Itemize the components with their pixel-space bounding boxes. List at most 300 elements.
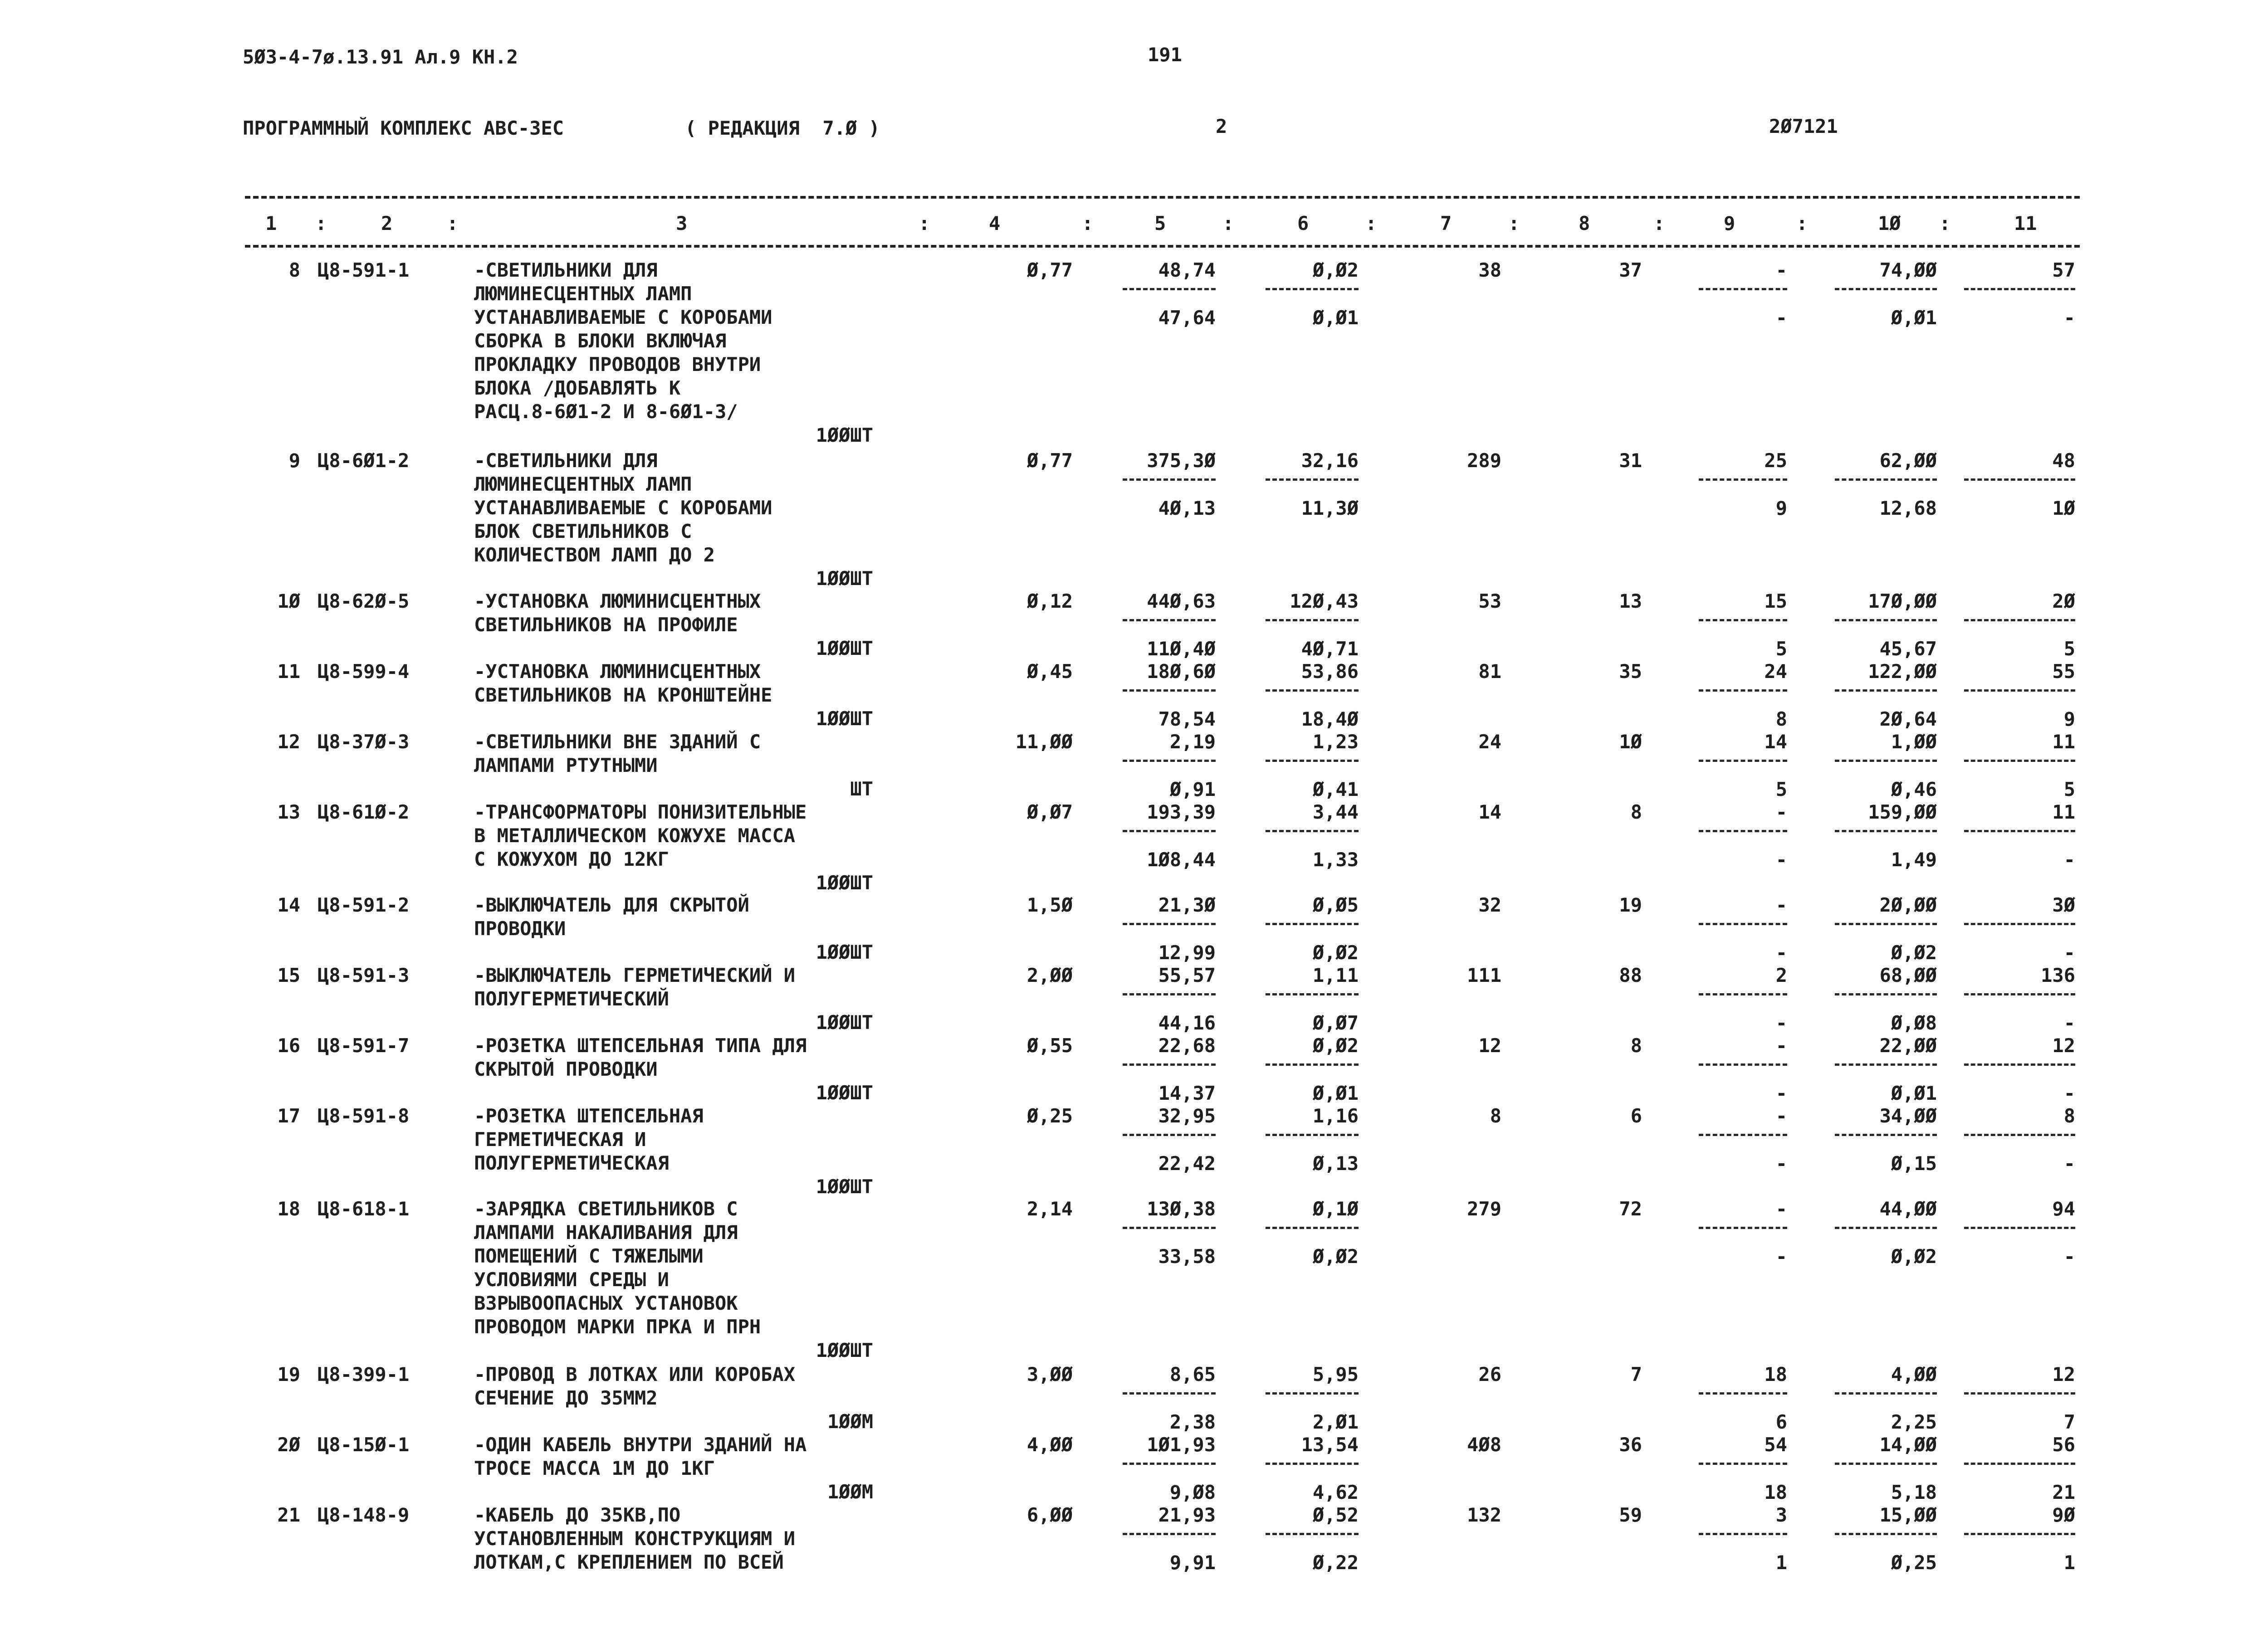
row-description-line: С КОЖУХОМ ДО 12КГ <box>474 848 669 870</box>
cell-c6: Ø,52 <box>1312 1504 1359 1526</box>
cell-c7: 279 <box>1467 1198 1501 1220</box>
cell-c6: 32,16 <box>1301 449 1359 472</box>
cell-c6: 1,16 <box>1312 1105 1359 1127</box>
cell-c9: - <box>1775 259 1787 281</box>
row-description-line: СКРЫТОЙ ПРОВОДКИ <box>474 1058 658 1080</box>
cell-separator-dashes <box>1266 1533 1359 1535</box>
row-unit: 1ØØШТ <box>816 567 873 590</box>
row-description-line: УСЛОВИЯМИ СРЕДЫ И <box>474 1268 669 1291</box>
cell-sub-s10: Ø,Ø1 <box>1891 1082 1937 1104</box>
cell-c11: 8 <box>2063 1105 2075 1127</box>
cell-sub-s5: 33,58 <box>1158 1245 1216 1268</box>
cell-c5: 13Ø,38 <box>1147 1198 1216 1220</box>
cell-c8: 36 <box>1619 1434 1642 1456</box>
cell-separator-dashes <box>1699 1063 1787 1066</box>
cell-c11: 55 <box>2052 660 2075 683</box>
row-description-line: -ПРОВОД В ЛОТКАХ ИЛИ КОРОБАХ <box>474 1363 796 1385</box>
cell-sub-s10: 2Ø,64 <box>1879 708 1937 730</box>
cell-sub-s11: 9 <box>2063 708 2075 730</box>
cell-c5: 21,93 <box>1158 1504 1216 1526</box>
cell-separator-dashes <box>1699 619 1787 621</box>
cell-c9: - <box>1775 894 1787 916</box>
cell-c9: - <box>1775 1034 1787 1057</box>
row-number: 14 <box>277 894 300 916</box>
cell-c11: 136 <box>2041 964 2075 986</box>
cell-sub-s11: 5 <box>2063 638 2075 660</box>
cell-sub-s9: 5 <box>1775 778 1787 800</box>
row-description-line: -ЗАРЯДКА СВЕТИЛЬНИКОВ С <box>474 1198 738 1220</box>
cell-separator-dashes <box>1266 1227 1359 1229</box>
cell-c10: 34,ØØ <box>1879 1105 1937 1127</box>
row-number: 15 <box>277 964 300 986</box>
cell-c7: 4Ø8 <box>1467 1434 1501 1456</box>
cell-separator-dashes <box>1123 923 1216 925</box>
cell-c4: 11,ØØ <box>1015 731 1073 753</box>
row-description-line: КОЛИЧЕСТВОМ ЛАМП ДО 2 <box>474 544 715 566</box>
cell-separator-dashes <box>1123 1063 1216 1066</box>
cell-c10: 4,ØØ <box>1891 1363 1937 1385</box>
cell-sub-s10: Ø,25 <box>1891 1551 1937 1574</box>
cell-separator-dashes <box>1964 478 2075 481</box>
cell-c6: 3,44 <box>1312 801 1359 823</box>
cell-separator-dashes <box>1123 478 1216 481</box>
cell-c8: 37 <box>1619 259 1642 281</box>
cell-c8: 8 <box>1630 801 1642 823</box>
cell-c9: 25 <box>1764 449 1787 472</box>
row-description-line: СВЕТИЛЬНИКОВ НА КРОНШТЕЙНЕ <box>474 684 772 706</box>
row-unit: 1ØØШТ <box>816 1339 873 1361</box>
cell-c8: 35 <box>1619 660 1642 683</box>
cell-c9: 24 <box>1764 660 1787 683</box>
cell-separator-dashes <box>1835 1134 1937 1136</box>
column-header-9: 9 <box>1724 212 1735 234</box>
cell-sub-s5: 14,37 <box>1158 1082 1216 1104</box>
cell-separator-dashes <box>1964 1392 2075 1395</box>
cell-sub-s9: - <box>1775 307 1787 329</box>
cell-c7: 24 <box>1478 731 1501 753</box>
cell-c8: 6 <box>1630 1105 1642 1127</box>
row-description-line: СЕЧЕНИЕ ДО 35ММ2 <box>474 1387 658 1409</box>
cell-separator-dashes <box>1835 1227 1937 1229</box>
cell-c10: 44,ØØ <box>1879 1198 1937 1220</box>
cell-c8: 72 <box>1619 1198 1642 1220</box>
row-number: 19 <box>277 1363 300 1385</box>
cell-sub-s9: - <box>1775 941 1787 964</box>
cell-separator-dashes <box>1835 1392 1937 1395</box>
cell-sub-s10: 12,68 <box>1879 497 1937 519</box>
cell-separator-dashes <box>1964 689 2075 692</box>
cell-sub-s5: 12,99 <box>1158 941 1216 964</box>
row-description-line: УСТАНОВЛЕННЫМ КОНСТРУКЦИЯМ И <box>474 1527 796 1550</box>
cell-separator-dashes <box>1123 1533 1216 1535</box>
cell-c9: - <box>1775 1198 1787 1220</box>
row-description-line: -СВЕТИЛЬНИКИ ДЛЯ <box>474 449 658 472</box>
cell-c7: 289 <box>1467 449 1501 472</box>
cell-sub-s11: - <box>2063 941 2075 964</box>
cell-sub-s10: 1,49 <box>1891 849 1937 871</box>
cell-c10: 62,ØØ <box>1879 449 1937 472</box>
row-description-line: -ТРАНСФОРМАТОРЫ ПОНИЗИТЕЛЬНЫЕ <box>474 801 807 823</box>
row-description-line: ПРОВОДКИ <box>474 917 566 940</box>
cell-separator-dashes <box>1964 1063 2075 1066</box>
cell-separator-dashes <box>1835 1463 1937 1465</box>
cell-separator-dashes <box>1699 1134 1787 1136</box>
cell-separator-dashes <box>1123 619 1216 621</box>
cell-separator-dashes <box>1964 830 2075 832</box>
row-description-line: -УСТАНОВКА ЛЮМИНИСЦЕНТНЫХ <box>474 660 761 683</box>
cell-c10: 122,ØØ <box>1868 660 1937 683</box>
cell-separator-dashes <box>1835 923 1937 925</box>
cell-c7: 38 <box>1478 259 1501 281</box>
cell-c8: 1Ø <box>1619 731 1642 753</box>
row-code: Ц8-61Ø-2 <box>318 801 410 823</box>
cell-separator-dashes <box>1266 830 1359 832</box>
cell-c5: 2,19 <box>1169 731 1216 753</box>
cell-c4: 2,14 <box>1026 1198 1073 1220</box>
cell-c8: 31 <box>1619 449 1642 472</box>
cell-c11: 57 <box>2052 259 2075 281</box>
cell-separator-dashes <box>1123 1227 1216 1229</box>
cell-c9: 3 <box>1775 1504 1787 1526</box>
cell-separator-dashes <box>1964 1134 2075 1136</box>
cell-sub-s11: 1Ø <box>2052 497 2075 519</box>
row-code: Ц8-599-4 <box>318 660 410 683</box>
row-number: 8 <box>288 259 300 281</box>
cell-separator-dashes <box>1266 1134 1359 1136</box>
cell-c6: Ø,Ø2 <box>1312 259 1359 281</box>
row-description-line: УСТАНАВЛИВАЕМЫЕ С КОРОБАМИ <box>474 497 772 519</box>
cell-separator-dashes <box>1699 478 1787 481</box>
cell-separator-dashes <box>1266 993 1359 995</box>
cell-c9: 2 <box>1775 964 1787 986</box>
row-description-line: ПОМЕЩЕНИЙ С ТЯЖЕЛЫМИ <box>474 1245 704 1267</box>
row-number: 2Ø <box>277 1434 300 1456</box>
cell-c11: 2Ø <box>2052 590 2075 612</box>
cell-c10: 22,ØØ <box>1879 1034 1937 1057</box>
row-description-line: ПРОКЛАДКУ ПРОВОДОВ ВНУТРИ <box>474 353 761 376</box>
cell-separator-dashes <box>1123 1392 1216 1395</box>
cell-c7: 53 <box>1478 590 1501 612</box>
cell-sub-s10: Ø,Ø8 <box>1891 1012 1937 1034</box>
cell-c5: 22,68 <box>1158 1034 1216 1057</box>
row-code: Ц8-62Ø-5 <box>318 590 410 612</box>
row-unit: 1ØØШТ <box>816 872 873 894</box>
cell-separator-dashes <box>1266 923 1359 925</box>
row-number: 17 <box>277 1105 300 1127</box>
cell-separator-dashes <box>1699 993 1787 995</box>
cell-sub-s5: 11Ø,4Ø <box>1147 638 1216 660</box>
cell-separator-dashes <box>1964 288 2075 290</box>
cell-separator-dashes <box>1123 830 1216 832</box>
cell-c10: 17Ø,ØØ <box>1868 590 1937 612</box>
cell-separator-dashes <box>1266 1463 1359 1465</box>
row-description-line: УСТАНАВЛИВАЕМЫЕ С КОРОБАМИ <box>474 306 772 328</box>
cell-sub-s6: Ø,41 <box>1312 778 1359 800</box>
cell-separator-dashes <box>1699 923 1787 925</box>
row-code: Ц8-591-8 <box>318 1105 410 1127</box>
cell-sub-s5: 44,16 <box>1158 1012 1216 1034</box>
page-number: 191 <box>1148 44 1182 66</box>
column-header-3: 3 <box>676 212 688 234</box>
row-unit: 1ØØШТ <box>816 1082 873 1104</box>
column-header-6: 6 <box>1297 212 1309 234</box>
cell-sub-s11: - <box>2063 307 2075 329</box>
column-separator: : <box>1365 212 1377 234</box>
cell-sub-s9: 9 <box>1775 497 1787 519</box>
cell-sub-s9: 6 <box>1775 1411 1787 1433</box>
cell-separator-dashes <box>1123 1134 1216 1136</box>
cell-c7: 132 <box>1467 1504 1501 1526</box>
row-description-line: БЛОК СВЕТИЛЬНИКОВ С <box>474 520 692 542</box>
cell-separator-dashes <box>1699 1392 1787 1395</box>
cell-c10: 159,ØØ <box>1868 801 1937 823</box>
cell-c10: 68,ØØ <box>1879 964 1937 986</box>
cell-separator-dashes <box>1835 619 1937 621</box>
row-description-line: -СВЕТИЛЬНИКИ ДЛЯ <box>474 259 658 281</box>
cell-c4: Ø,77 <box>1026 449 1073 472</box>
cell-c4: 4,ØØ <box>1026 1434 1073 1456</box>
cell-c11: 9Ø <box>2052 1504 2075 1526</box>
cell-c4: 2,ØØ <box>1026 964 1073 986</box>
cell-c5: 21,3Ø <box>1158 894 1216 916</box>
row-description-line: -КАБЕЛЬ ДО 35КВ,ПО <box>474 1504 681 1526</box>
cell-sub-s5: 78,54 <box>1158 708 1216 730</box>
cell-sub-s6: Ø,Ø2 <box>1312 941 1359 964</box>
column-header-2: 2 <box>381 212 393 234</box>
row-unit: 1ØØМ <box>827 1481 873 1503</box>
column-header-10: 1Ø <box>1878 212 1901 234</box>
row-code: Ц8-591-7 <box>318 1034 410 1057</box>
cell-sub-s10: Ø,15 <box>1891 1152 1937 1175</box>
column-separator: : <box>315 212 327 234</box>
row-code: Ц8-15Ø-1 <box>318 1434 410 1456</box>
column-separator: : <box>447 212 459 234</box>
cell-c8: 13 <box>1619 590 1642 612</box>
cell-sub-s6: Ø,Ø7 <box>1312 1012 1359 1034</box>
cell-c10: 14,ØØ <box>1879 1434 1937 1456</box>
row-description-line: ЛОТКАМ,С КРЕПЛЕНИЕМ ПО ВСЕЙ <box>474 1551 784 1573</box>
row-unit: 1ØØШТ <box>816 1011 873 1034</box>
cell-c11: 12 <box>2052 1363 2075 1385</box>
cell-c4: 3,ØØ <box>1026 1363 1073 1385</box>
column-header-4: 4 <box>989 212 1001 234</box>
cell-c7: 12 <box>1478 1034 1501 1057</box>
cell-separator-dashes <box>1123 760 1216 762</box>
cell-c11: 3Ø <box>2052 894 2075 916</box>
row-unit: 1ØØШТ <box>816 1176 873 1198</box>
cell-sub-s11: 1 <box>2063 1551 2075 1574</box>
cell-c5: 55,57 <box>1158 964 1216 986</box>
cell-sub-s5: Ø,91 <box>1169 778 1216 800</box>
row-code: Ц8-591-1 <box>318 259 410 281</box>
cell-separator-dashes <box>1699 689 1787 692</box>
row-description-line: СВЕТИЛЬНИКОВ НА ПРОФИЛЕ <box>474 614 738 636</box>
cell-sub-s11: - <box>2063 1082 2075 1104</box>
cell-sub-s10: Ø,Ø2 <box>1891 941 1937 964</box>
cell-c7: 32 <box>1478 894 1501 916</box>
cell-separator-dashes <box>1835 1533 1937 1535</box>
cell-separator-dashes <box>1266 689 1359 692</box>
cell-sub-s5: 2,38 <box>1169 1411 1216 1433</box>
cell-separator-dashes <box>1835 288 1937 290</box>
cell-c7: 81 <box>1478 660 1501 683</box>
document-code: 2Ø7121 <box>1769 115 1838 137</box>
cell-sub-s10: Ø,46 <box>1891 778 1937 800</box>
cell-c11: 48 <box>2052 449 2075 472</box>
cell-c5: 375,3Ø <box>1147 449 1216 472</box>
cell-sub-s5: 4Ø,13 <box>1158 497 1216 519</box>
table-top-rule <box>245 196 2080 199</box>
cell-sub-s6: Ø,Ø2 <box>1312 1245 1359 1268</box>
cell-separator-dashes <box>1699 830 1787 832</box>
cell-c6: Ø,Ø2 <box>1312 1034 1359 1057</box>
row-code: Ц8-591-2 <box>318 894 410 916</box>
cell-c10: 1,ØØ <box>1891 731 1937 753</box>
cell-c11: 11 <box>2052 801 2075 823</box>
cell-c9: 15 <box>1764 590 1787 612</box>
cell-c9: - <box>1775 1105 1787 1127</box>
cell-separator-dashes <box>1835 478 1937 481</box>
cell-separator-dashes <box>1835 993 1937 995</box>
cell-c9: 18 <box>1764 1363 1787 1385</box>
cell-separator-dashes <box>1699 1227 1787 1229</box>
row-description-line: РАСЦ.8-6Ø1-2 И 8-6Ø1-3/ <box>474 400 738 423</box>
cell-c10: 2Ø,ØØ <box>1879 894 1937 916</box>
cell-sub-s11: - <box>2063 1152 2075 1175</box>
program-edition: ( РЕДАКЦИЯ 7.Ø ) <box>685 117 880 139</box>
cell-c6: Ø,1Ø <box>1312 1198 1359 1220</box>
cell-c5: 8,65 <box>1169 1363 1216 1385</box>
cell-sub-s6: 1,33 <box>1312 849 1359 871</box>
cell-sub-s5: 47,64 <box>1158 307 1216 329</box>
cell-c6: Ø,Ø5 <box>1312 894 1359 916</box>
cell-separator-dashes <box>1964 1533 2075 1535</box>
cell-separator-dashes <box>1266 1063 1359 1066</box>
column-header-8: 8 <box>1579 212 1590 234</box>
cell-separator-dashes <box>1699 1533 1787 1535</box>
cell-c5: 44Ø,63 <box>1147 590 1216 612</box>
column-separator: : <box>1222 212 1234 234</box>
cell-sub-s11: - <box>2063 849 2075 871</box>
cell-separator-dashes <box>1964 619 2075 621</box>
cell-sub-s6: 4Ø,71 <box>1301 638 1359 660</box>
cell-c4: Ø,77 <box>1026 259 1073 281</box>
cell-c4: Ø,45 <box>1026 660 1073 683</box>
cell-c6: 1,23 <box>1312 731 1359 753</box>
cell-c5: 18Ø,6Ø <box>1147 660 1216 683</box>
row-description-line: ЛАМПАМИ РТУТНЫМИ <box>474 754 658 776</box>
cell-c4: Ø,Ø7 <box>1026 801 1073 823</box>
row-code: Ц8-37Ø-3 <box>318 731 410 753</box>
row-number: 18 <box>277 1198 300 1220</box>
cell-sub-s11: 5 <box>2063 778 2075 800</box>
cell-separator-dashes <box>1266 288 1359 290</box>
row-number: 21 <box>277 1504 300 1526</box>
column-separator: : <box>1082 212 1094 234</box>
column-separator: : <box>1939 212 1951 234</box>
cell-separator-dashes <box>1266 1392 1359 1395</box>
row-unit: 1ØØШТ <box>816 941 873 963</box>
cell-c6: 12Ø,43 <box>1290 590 1359 612</box>
cell-sub-s6: 18,4Ø <box>1301 708 1359 730</box>
row-description-line: ЛЮМИНЕСЦЕНТНЫХ ЛАМП <box>474 473 692 495</box>
cell-sub-s5: 22,42 <box>1158 1152 1216 1175</box>
cell-separator-dashes <box>1123 689 1216 692</box>
cell-c8: 59 <box>1619 1504 1642 1526</box>
row-number: 16 <box>277 1034 300 1057</box>
cell-c11: 11 <box>2052 731 2075 753</box>
cell-sub-s9: 8 <box>1775 708 1787 730</box>
cell-sub-s9: - <box>1775 1082 1787 1104</box>
column-separator: : <box>1796 212 1808 234</box>
cell-c9: - <box>1775 801 1787 823</box>
row-description-line: -ВЫКЛЮЧАТЕЛЬ ГЕРМЕТИЧЕСКИЙ И <box>474 964 796 986</box>
row-description-line: ЛЮМИНЕСЦЕНТНЫХ ЛАМП <box>474 283 692 305</box>
cell-c7: 111 <box>1467 964 1501 986</box>
cell-separator-dashes <box>1123 1463 1216 1465</box>
cell-sub-s5: 9,Ø8 <box>1169 1481 1216 1503</box>
table-header-rule <box>245 245 2080 248</box>
row-description-line: ЛАМПАМИ НАКАЛИВАНИЯ ДЛЯ <box>474 1221 738 1244</box>
cell-separator-dashes <box>1266 760 1359 762</box>
cell-c7: 26 <box>1478 1363 1501 1385</box>
cell-sub-s6: Ø,13 <box>1312 1152 1359 1175</box>
row-unit: 1ØØШТ <box>816 637 873 659</box>
cell-sub-s11: - <box>2063 1245 2075 1268</box>
cell-c4: Ø,55 <box>1026 1034 1073 1057</box>
column-header-5: 5 <box>1154 212 1166 234</box>
cell-sub-s10: Ø,Ø2 <box>1891 1245 1937 1268</box>
cell-separator-dashes <box>1123 993 1216 995</box>
cell-c11: 56 <box>2052 1434 2075 1456</box>
column-header-7: 7 <box>1440 212 1452 234</box>
row-unit: ШТ <box>850 778 873 800</box>
cell-sub-s11: 7 <box>2063 1411 2075 1433</box>
cell-sub-s10: 2,25 <box>1891 1411 1937 1433</box>
row-unit: 1ØØШТ <box>816 707 873 730</box>
cell-sub-s5: 1Ø8,44 <box>1147 849 1216 871</box>
cell-separator-dashes <box>1835 830 1937 832</box>
row-description-line: В МЕТАЛЛИЧЕСКОМ КОЖУХЕ МАССА <box>474 824 796 847</box>
row-code: Ц8-618-1 <box>318 1198 410 1220</box>
cell-separator-dashes <box>1266 478 1359 481</box>
cell-c5: 48,74 <box>1158 259 1216 281</box>
column-separator: : <box>1653 212 1665 234</box>
cell-c11: 12 <box>2052 1034 2075 1057</box>
cell-sub-s10: 5,18 <box>1891 1481 1937 1503</box>
row-number: 9 <box>288 449 300 472</box>
row-code: Ц8-399-1 <box>318 1363 410 1385</box>
row-description-line: БЛОКА /ДОБАВЛЯТЬ К <box>474 377 681 399</box>
cell-c8: 8 <box>1630 1034 1642 1057</box>
cell-sub-s9: - <box>1775 1245 1787 1268</box>
row-code: Ц8-6Ø1-2 <box>318 449 410 472</box>
row-description-line: ВЗРЫВООПАСНЫХ УСТАНОВОК <box>474 1292 738 1314</box>
cell-separator-dashes <box>1964 1463 2075 1465</box>
cell-sub-s9: 18 <box>1764 1481 1787 1503</box>
cell-c5: 193,39 <box>1147 801 1216 823</box>
cell-sub-s9: 1 <box>1775 1551 1787 1574</box>
cell-c6: 13,54 <box>1301 1434 1359 1456</box>
cell-sub-s9: - <box>1775 849 1787 871</box>
cell-c9: 14 <box>1764 731 1787 753</box>
row-number: 13 <box>277 801 300 823</box>
row-number: 11 <box>277 660 300 683</box>
cell-c6: 1,11 <box>1312 964 1359 986</box>
row-description-line: ПОЛУГЕРМЕТИЧЕСКАЯ <box>474 1152 669 1174</box>
cell-c8: 19 <box>1619 894 1642 916</box>
row-description-line: ПОЛУГЕРМЕТИЧЕСКИЙ <box>474 988 669 1010</box>
